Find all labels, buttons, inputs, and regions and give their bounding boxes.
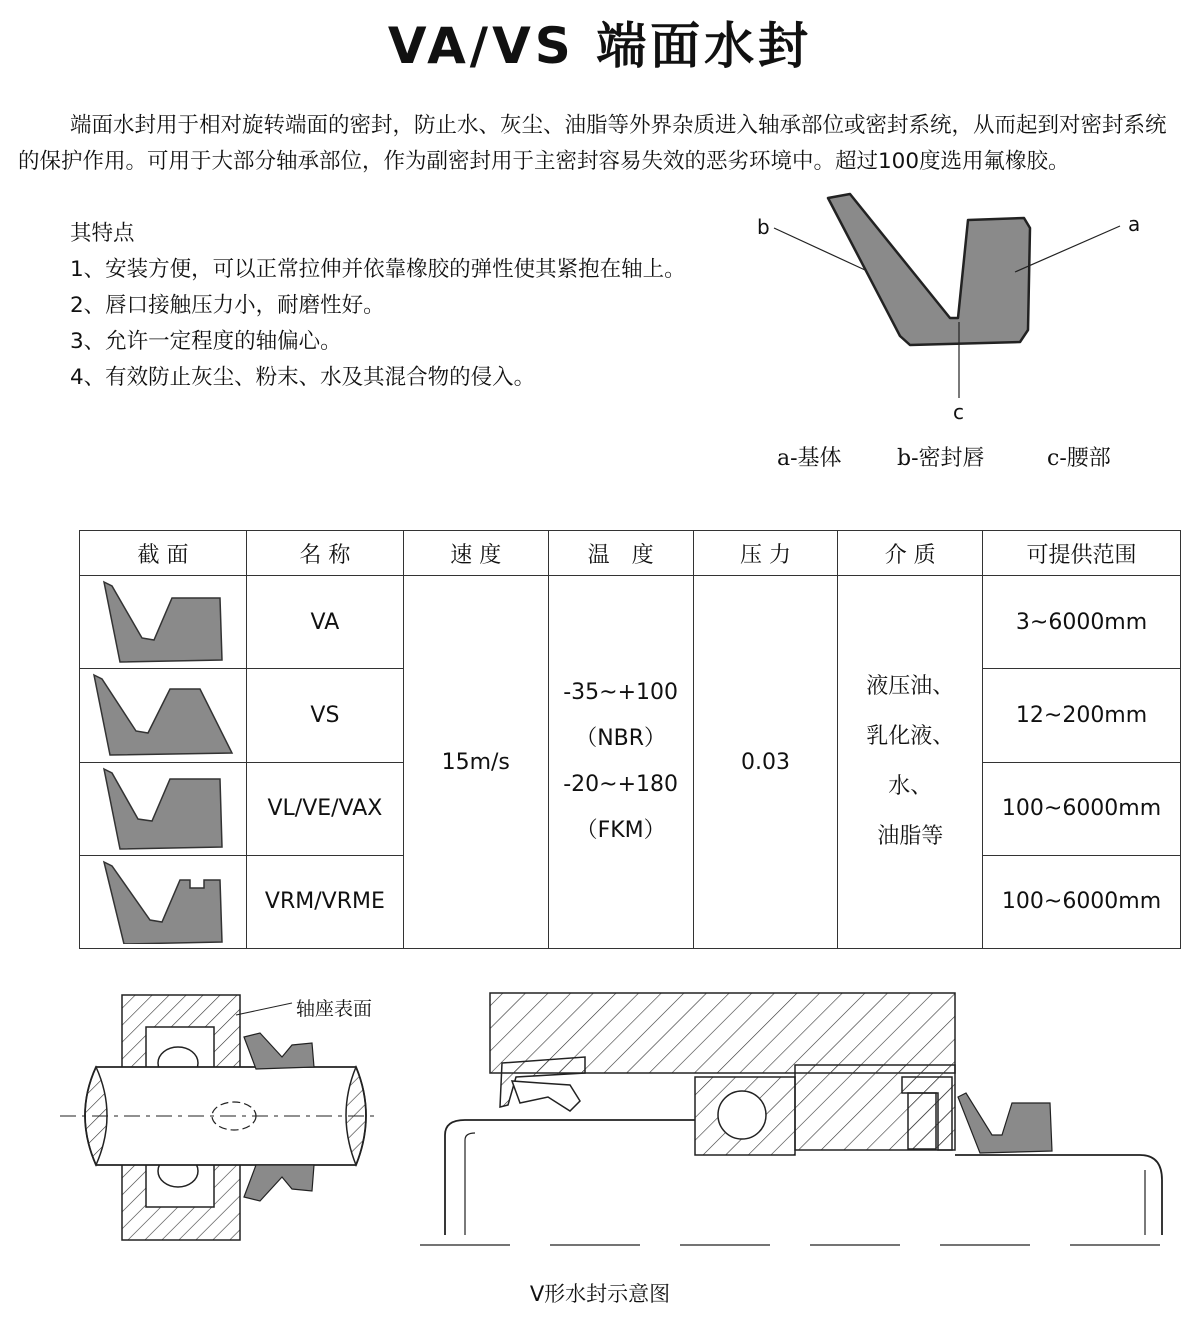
- header-section: 截 面: [80, 531, 247, 576]
- pressure-value: 0.03: [693, 576, 838, 949]
- row-name: VL/VE/VAX: [246, 762, 403, 855]
- feature-item: 2、唇口接触压力小，耐磨性好。: [70, 293, 385, 318]
- legend-c: c-腰部: [1047, 446, 1111, 471]
- speed-value: 15m/s: [403, 576, 548, 949]
- va-profile-icon: [80, 576, 247, 669]
- row-range: 100~6000mm: [983, 855, 1181, 948]
- vl-profile-icon: [80, 762, 247, 855]
- label-b: b: [757, 215, 770, 239]
- temp-fkm: -20~+180: [563, 772, 679, 797]
- table-row: [80, 576, 1181, 669]
- temp-nbr-label: （NBR）: [575, 726, 667, 751]
- seal-cross-section-diagram: [760, 190, 1160, 430]
- temp-nbr: -35~+100: [563, 680, 679, 705]
- vrm-profile-icon: [80, 855, 247, 948]
- legend-a: a-基体: [777, 446, 842, 471]
- header-temperature: 温 度: [548, 531, 693, 576]
- header-speed: 速 度: [403, 531, 548, 576]
- feature-item: 3、允许一定程度的轴偏心。: [70, 329, 342, 354]
- feature-item: 4、有效防止灰尘、粉末、水及其混合物的侵入。: [70, 365, 536, 390]
- temp-fkm-label: （FKM）: [575, 818, 666, 843]
- row-range: 3~6000mm: [983, 576, 1181, 669]
- label-a: a: [1128, 212, 1141, 236]
- figure-caption: V形水封示意图: [529, 1282, 671, 1306]
- row-range: 12~200mm: [983, 669, 1181, 762]
- intro-text: [18, 108, 1183, 180]
- medium-item: 乳化液、: [866, 724, 955, 749]
- label-c: c: [953, 400, 964, 424]
- header-range: 可提供范围: [983, 531, 1181, 576]
- header-pressure: 压 力: [693, 531, 838, 576]
- vs-profile-icon: [80, 669, 247, 762]
- installation-drawing-left: [60, 985, 390, 1255]
- row-name: VS: [246, 669, 403, 762]
- row-range: 100~6000mm: [983, 762, 1181, 855]
- header-medium: 介 质: [838, 531, 983, 576]
- feature-item: 1、安装方便，可以正常拉伸并依靠橡胶的弹性使其紧抱在轴上。: [70, 257, 686, 282]
- table-header-row: [80, 531, 1181, 576]
- housing-surface-label: 轴座表面: [296, 998, 373, 1020]
- intro-paragraph: 端面水封用于相对旋转端面的密封，防止水、灰尘、油脂等外界杂质进入轴承部位或密封系统，从而起到对密封系统的保护作用。可用于大部分轴承部位，作为副密封用于主密封容易失效的恶劣环境中。超过100度选用氟橡胶。: [18, 113, 1167, 174]
- medium-item: 水、: [888, 774, 933, 799]
- medium-item: 油脂等: [877, 824, 944, 849]
- legend-b: b-密封唇: [897, 446, 985, 471]
- temperature-value: [548, 576, 693, 949]
- medium-item: 液压油、: [866, 674, 955, 699]
- page-title: VA/VS 端面水封: [387, 17, 813, 75]
- medium-value: [838, 576, 983, 949]
- installation-drawing-right: [420, 985, 1180, 1255]
- features-heading: 其特点: [70, 221, 135, 246]
- row-name: VRM/VRME: [246, 855, 403, 948]
- spec-table: [79, 530, 1181, 949]
- header-name: 名 称: [246, 531, 403, 576]
- features-list: [70, 216, 686, 396]
- row-name: VA: [246, 576, 403, 669]
